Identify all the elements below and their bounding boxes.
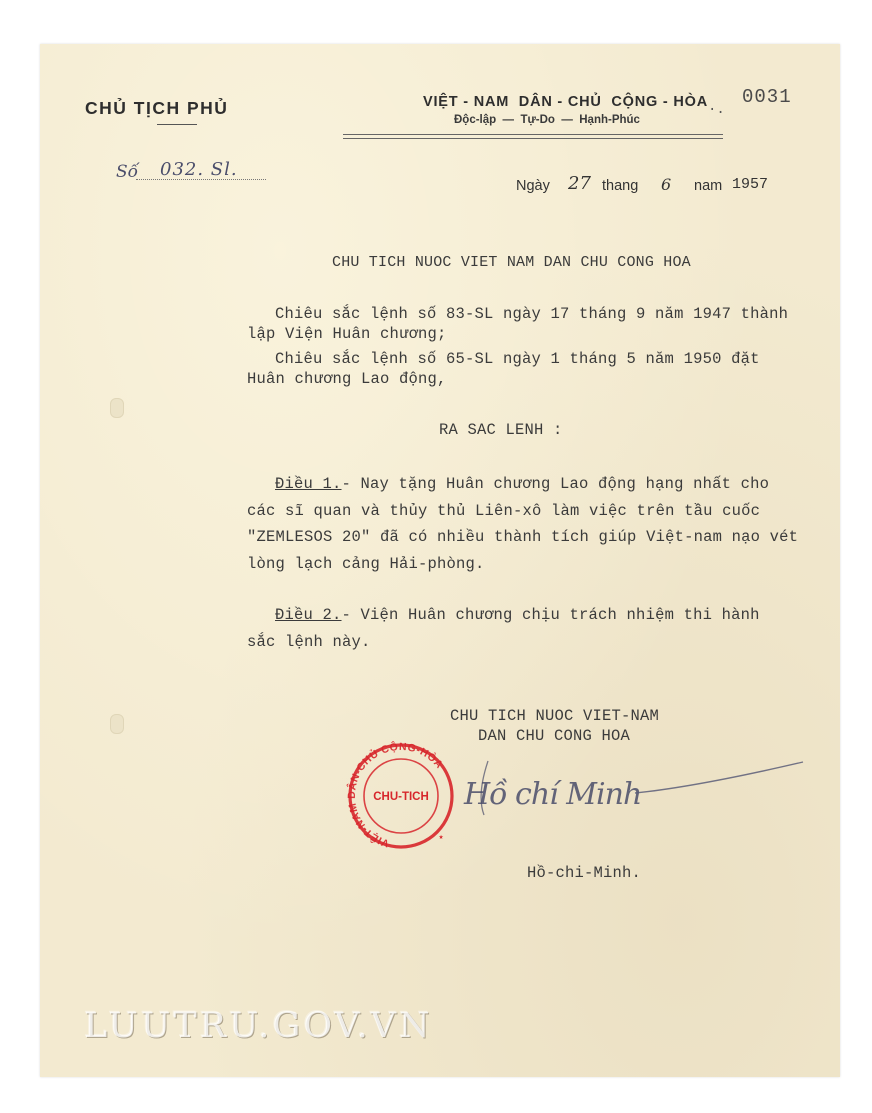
header-mark: ·. (708, 102, 725, 118)
official-seal (346, 738, 456, 868)
date-year: 1957 (732, 176, 769, 193)
archive-watermark: LUUTRU.GOV.VN (84, 1006, 433, 1046)
article-2-text: - Viện Huân chương chịu trách nhiệm thi hành sắc lệnh này. (247, 606, 760, 651)
document-page (40, 44, 840, 1077)
handwritten-signature (460, 749, 810, 829)
preamble-paragraph-1: Chiêu sắc lệnh số 83-SL ngày 17 tháng 9 năm 1947 thành lập Viện Huân chương; (247, 305, 789, 343)
article-2-label: Điều 2. (275, 606, 342, 624)
reference-number: 032. Sl. (160, 159, 238, 180)
document-title: CHU TICH NUOC VIET NAM DAN CHU CONG HOA (332, 254, 691, 271)
date-month: 6 (661, 175, 672, 194)
reference-dotted-line (136, 179, 266, 180)
seal-ring-text: VIỆT-NAM DÂN-CHỦ CỘNG-HÒA (346, 740, 446, 850)
decree-heading: RA SAC LENH : (439, 421, 563, 439)
signatory-name: Hồ-chi-Minh. (527, 864, 642, 882)
header-double-rule (343, 138, 723, 139)
article-2 (247, 602, 777, 655)
article-1-text: - Nay tặng Huân chương Lao động hạng nhất cho các sĩ quan và thủy thủ Liên-xô làm việc trên tầu cuốc "ZEMLESOS 20" đã có nhiều thành tích giúp Việt-nam nạo vét lòng lạch cảng Hải-phòng. (247, 475, 799, 573)
reference-label: Số (116, 162, 139, 182)
archive-number: 0031 (742, 86, 792, 108)
seal-center-text: CHU-TICH (373, 791, 429, 803)
date-day: 27 (568, 173, 591, 194)
punch-hole (110, 714, 124, 734)
header-double-rule (343, 134, 723, 135)
signature-text: Hồ chí Minh (464, 777, 642, 812)
article-1-label: Điều 1. (275, 475, 342, 493)
preamble-paragraph-2: Chiêu sắc lệnh số 65-SL ngày 1 tháng 5 năm 1950 đặt Huân chương Lao động, (247, 350, 760, 388)
signatory-title-line-1: CHU TICH NUOC VIET-NAM (450, 707, 660, 725)
office-underline (157, 124, 197, 125)
punch-hole (110, 398, 124, 418)
office-name: CHỦ TỊCH PHỦ (85, 98, 229, 118)
date-prefix: Ngày (516, 178, 550, 194)
seal-star-icon: ★ (438, 833, 444, 842)
motto: Độc-lập — Tự-Do — Hạnh-Phúc (454, 114, 640, 126)
date-month-label: thang (602, 178, 639, 194)
article-1 (247, 471, 807, 577)
country-name: VIỆT - NAM DÂN - CHỦ CỘNG - HÒA (423, 94, 708, 110)
signatory-title-line-2: DAN CHU CONG HOA (478, 727, 631, 745)
date-year-label: nam (694, 178, 723, 194)
